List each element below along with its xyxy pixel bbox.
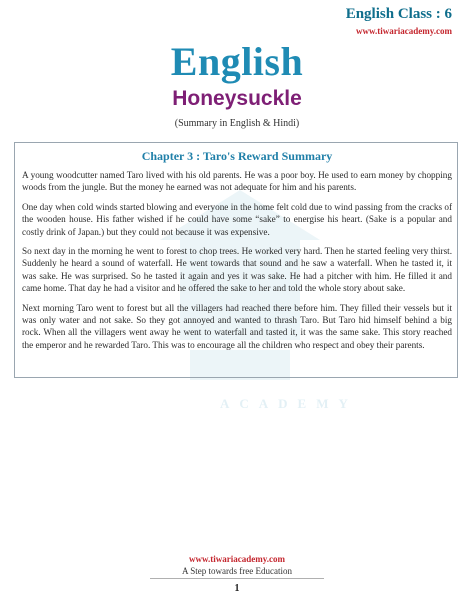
footer-divider: [150, 578, 324, 579]
footer-tagline: A Step towards free Education: [182, 566, 292, 576]
summary-note: (Summary in English & Hindi): [174, 118, 300, 129]
summary-paragraph: One day when cold winds started blowing and everyone in the home felt cold due to wind passing from the cracks of the wooden house. His father wished if he could have some “sake” to energise his heart. (Sake is a popular and costly drink of Japan.) but they could not because it was expensive.: [22, 201, 452, 237]
summary-paragraph: A young woodcutter named Taro lived with his old parents. He was a poor boy. He used to earn money by chopping woods from the jungle. But the money he earned was not adequate for him and his parents.: [22, 170, 452, 193]
watermark-text: ACADEMY: [220, 396, 358, 411]
book-subtitle: Honeysuckle: [172, 87, 302, 110]
page-title: English: [170, 39, 304, 84]
header-website-link[interactable]: www.tiwariacademy.com: [356, 26, 452, 36]
footer-website-link[interactable]: www.tiwariacademy.com: [189, 554, 285, 564]
chapter-title: Chapter 3 : Taro's Reward Summary: [141, 149, 333, 163]
class-label: English Class : 6: [345, 6, 452, 22]
page-number: 1: [234, 583, 240, 594]
summary-paragraph: So next day in the morning he went to forest to chop trees. He worked very hard. Then he started feeling very thirst. Suddenly he heard a sound of waterfall. He went towards that sound and he saw a waterfall. When he tasted it, it was sake. He was surprised. So he tasted it again and yes it was sake. He had a pitcher with him. He filled it and came home. That day he had a visitor and he offered the sake to her and told the whole story about sake.: [22, 246, 452, 294]
summary-content: [22, 169, 452, 358]
summary-paragraph: Next morning Taro went to forest but all the villagers had reached there before him. They filled their vessels but it was only water and not sake. So they got annoyed and wanted to thrash Taro. But Taro hid himself behind a big rock. When all the villagers went away he went to waterfall and tasted it, it was the same sake. This story reached the emperor and he rewarded Taro. This was to encourage all the children who respect and obey their parents.: [22, 302, 452, 350]
